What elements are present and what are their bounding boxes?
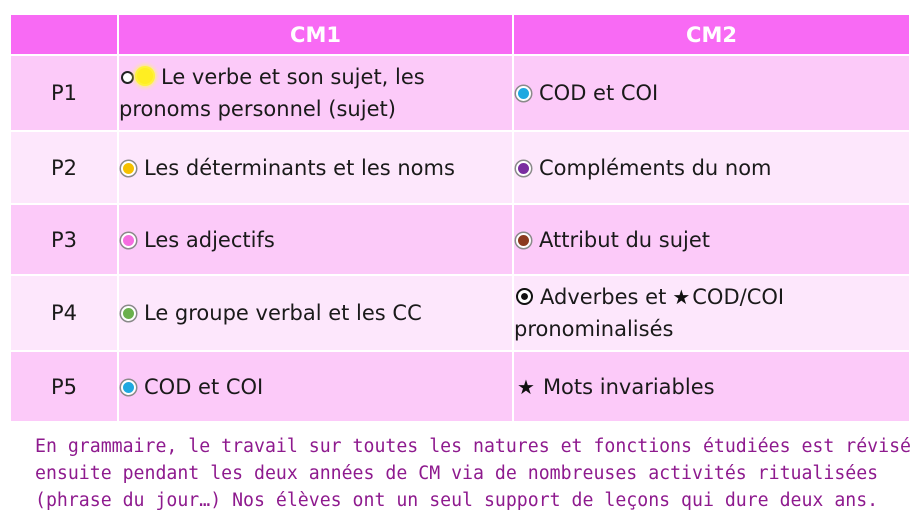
table-row	[10, 204, 910, 275]
header-blank-cell	[10, 14, 118, 55]
star-icon: ★	[672, 285, 691, 309]
cm1-text-line1: Le verbe et son sujet, les	[161, 65, 425, 89]
cm2-cell	[513, 351, 910, 422]
cm1-cell	[118, 131, 513, 204]
cm1-cell	[118, 204, 513, 275]
note-line-2: ensuite pendant les deux années de CM via de nombreuses activités ritualisées	[35, 463, 879, 484]
period-cell: P3	[10, 204, 118, 275]
table-row	[10, 351, 910, 422]
table-row	[10, 55, 910, 131]
note-line-3: (phrase du jour…) Nos élèves ont un seul support de leçons qui dure deux ans.	[35, 490, 879, 511]
brown-dot-icon	[516, 233, 531, 248]
cm1-text: Les déterminants et les noms	[144, 155, 455, 180]
note-line-1: En grammaire, le travail sur toutes les natures et fonctions étudiées est révisé	[35, 436, 911, 457]
pink-dot-icon	[121, 233, 136, 248]
cm1-text: COD et COI	[144, 374, 264, 399]
header-cm2: CM2	[513, 14, 910, 55]
period-cell: P5	[10, 351, 118, 422]
progression-table	[9, 13, 911, 423]
cyan-dot-icon	[121, 380, 136, 395]
cm2-text: Attribut du sujet	[539, 227, 711, 252]
star-icon: ★	[517, 374, 535, 399]
cyan-dot-icon	[516, 86, 531, 101]
cm2-text-line1b: COD/COI	[692, 285, 785, 309]
yellow-dot-icon	[121, 161, 136, 176]
cm2-cell	[513, 275, 910, 351]
period-cell: P1	[10, 55, 118, 131]
table-row	[10, 275, 910, 351]
sun-icon	[137, 68, 153, 84]
cm2-text-line1a: Adverbes et	[540, 285, 667, 309]
cm2-text: Compléments du nom	[539, 155, 772, 180]
bullseye-icon	[516, 288, 533, 305]
cm2-text: COD et COI	[539, 81, 659, 105]
cm2-cell	[513, 55, 910, 131]
cm2-cell	[513, 131, 910, 204]
cm1-text: Le groupe verbal et les CC	[144, 301, 422, 325]
period-cell: P2	[10, 131, 118, 204]
cm2-cell	[513, 204, 910, 275]
cm2-text-line2: pronominalisés	[514, 317, 674, 341]
table-row	[10, 131, 910, 204]
green-dot-icon	[121, 306, 136, 321]
table-header-row	[10, 14, 910, 55]
cm1-cell	[118, 275, 513, 351]
ring-icon	[121, 71, 134, 84]
grammar-note	[35, 433, 911, 514]
cm2-text: Mots invariables	[542, 374, 715, 399]
cm1-text: Les adjectifs	[144, 227, 275, 252]
purple-dot-icon	[516, 161, 531, 176]
cm1-cell	[118, 351, 513, 422]
cm1-cell	[118, 55, 513, 131]
cm1-text-line2: pronoms personnel (sujet)	[119, 97, 396, 121]
header-cm1: CM1	[118, 14, 513, 55]
period-cell: P4	[10, 275, 118, 351]
